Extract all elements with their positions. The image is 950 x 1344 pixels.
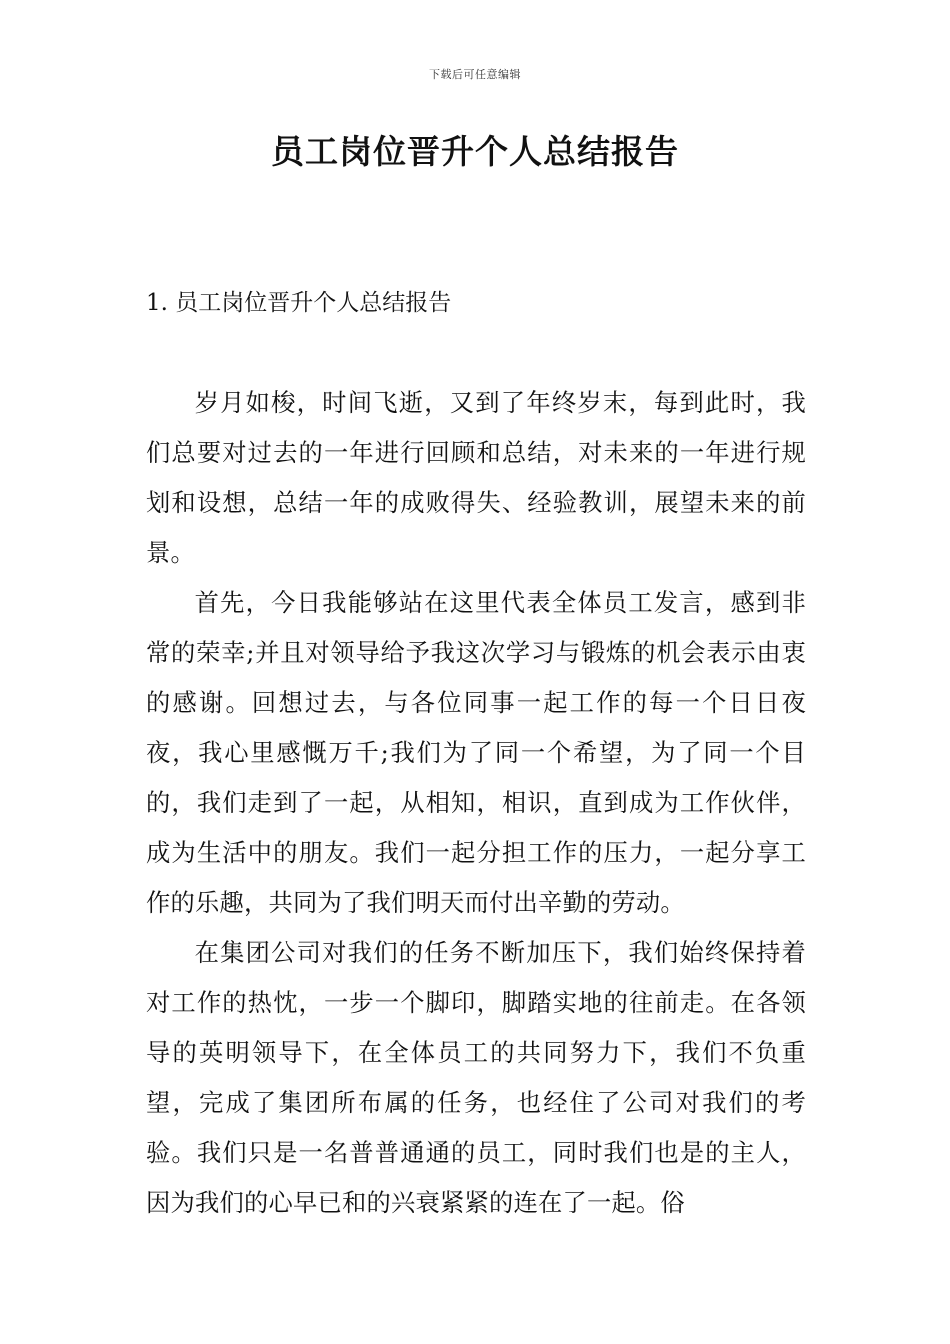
header-note: 下载后可任意编辑 xyxy=(429,68,521,81)
paragraph: 首先，今日我能够站在这里代表全体员工发言，感到非常的荣幸;并且对领导给予我这次学习与锻炼的机会表示由衷的感谢。回想过去，与各位同事一起工作的每一个日日夜夜，我心里感慨万千;我们为了同一个希望，为了同一个目的，我们走到了一起，从相知，相识，直到成为工作伙伴，成为生活中的朋友。我们一起分担工作的压力，一起分享工作的乐趣，共同为了我们明天而付出辛勤的劳动。 xyxy=(146,588,806,917)
document-body xyxy=(146,378,806,1228)
section-heading: 1. 员工岗位晋升个人总结报告 xyxy=(146,290,452,316)
paragraph: 在集团公司对我们的任务不断加压下，我们始终保持着对工作的热忱，一步一个脚印，脚踏实地的往前走。在各领导的英明领导下，在全体员工的共同努力下，我们不负重望，完成了集团所布属的任务，也经住了公司对我们的考验。我们只是一名普普通通的员工，同时我们也是的主人，因为我们的心早已和的兴衰紧紧的连在了一起。俗 xyxy=(146,938,806,1217)
document-title: 员工岗位晋升个人总结报告 xyxy=(271,132,679,171)
paragraph: 岁月如梭，时间飞逝，又到了年终岁末，每到此时，我们总要对过去的一年进行回顾和总结，对未来的一年进行规划和设想，总结一年的成败得失、经验教训，展望未来的前景。 xyxy=(146,388,806,567)
